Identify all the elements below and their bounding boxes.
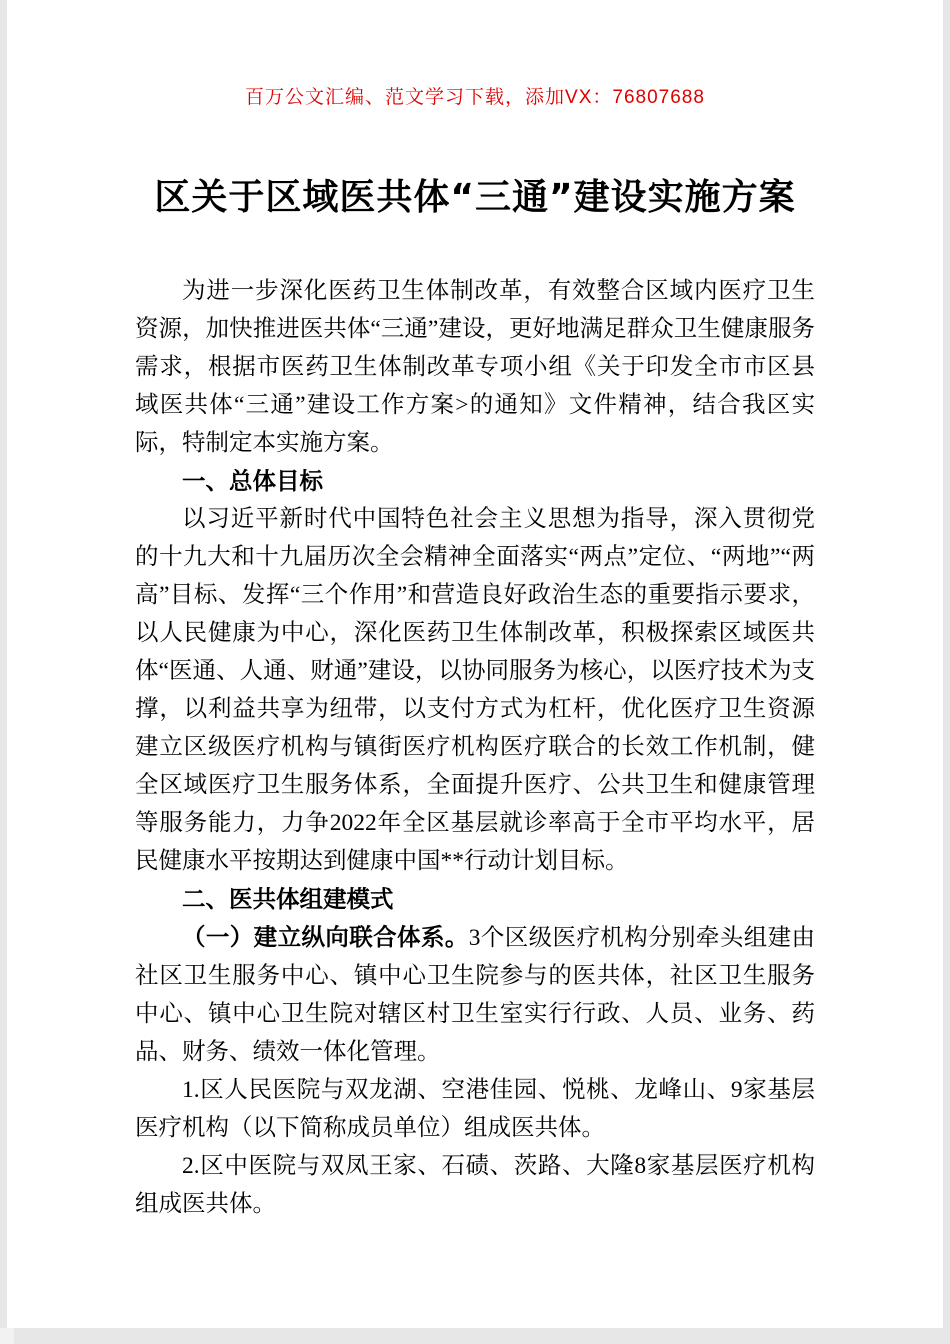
paragraph-item-1: 1.区人民医院与双龙湖、空港佳园、悦桃、龙峰山、9家基层医疗机构（以下简称成员单位）组成医共体。 [135, 1077, 815, 1141]
paragraph-lead-bold: （一）建立纵向联合体系。 [182, 923, 469, 951]
promo-banner-text: 百万公文汇编、范文学习下载，添加VX：76807688 [245, 87, 705, 108]
paragraph-goals: 以习近平新时代中国特色社会主义思想为指导，深入贯彻党的十九大和十九届历次全会精神全面落实“两点”定位、“两地”“两高”目标、发挥“三个作用”和营造良好政治生态的重要指示要求，以人民健康为中心，深化医药卫生体制改革，积极探索区域医共体“医通、人通、财通”建设，以协同服务为核心，以医疗技术为支撑，以利益共享为纽带，以支付方式为杠杆，优化医疗卫生资源建立区级医疗机构与镇街医疗机构医疗联合的长效工作机制，健全区域医疗卫生服务体系，全面提升医疗、公共卫生和健康管理等服务能力，力争2022年全区基层就诊率高于全市平均水平，居民健康水平按期达到健康中国**行动计划目标。 [135, 506, 815, 874]
paragraph-intro: 为进一步深化医药卫生体制改革，有效整合区域内医疗卫生资源，加快推进医共体“三通”建设，更好地满足群众卫生健康服务需求，根据市医药卫生体制改革专项小组《关于印发全市市区县域医共体“三通”建设工作方案>的通知》文件精神，结合我区实际，特制定本实施方案。 [135, 278, 815, 456]
paragraph-item-2: 2.区中医院与双凤王家、石碛、茨路、大隆8家基层医疗机构组成医共体。 [135, 1153, 815, 1217]
paragraph-vertical-system [135, 918, 815, 1071]
document-page [7, 0, 943, 1328]
scrollbar-corner [0, 1328, 14, 1344]
section-heading-1: 一、总体目标 [182, 467, 323, 495]
section-heading-2: 二、医共体组建模式 [182, 885, 394, 913]
document-title: 区关于区域医共体“三通”建设实施方案 [154, 177, 796, 218]
paragraph-lead-rest: 3个区级医疗机构分别牵头组建由社区卫生服务中心、镇中心卫生院参与的医共体，社区卫生服务中心、镇中心卫生院对辖区村卫生室实行行政、人员、业务、药品、财务、绩效一体化管理。 [135, 925, 816, 1065]
document-body [135, 272, 815, 1223]
